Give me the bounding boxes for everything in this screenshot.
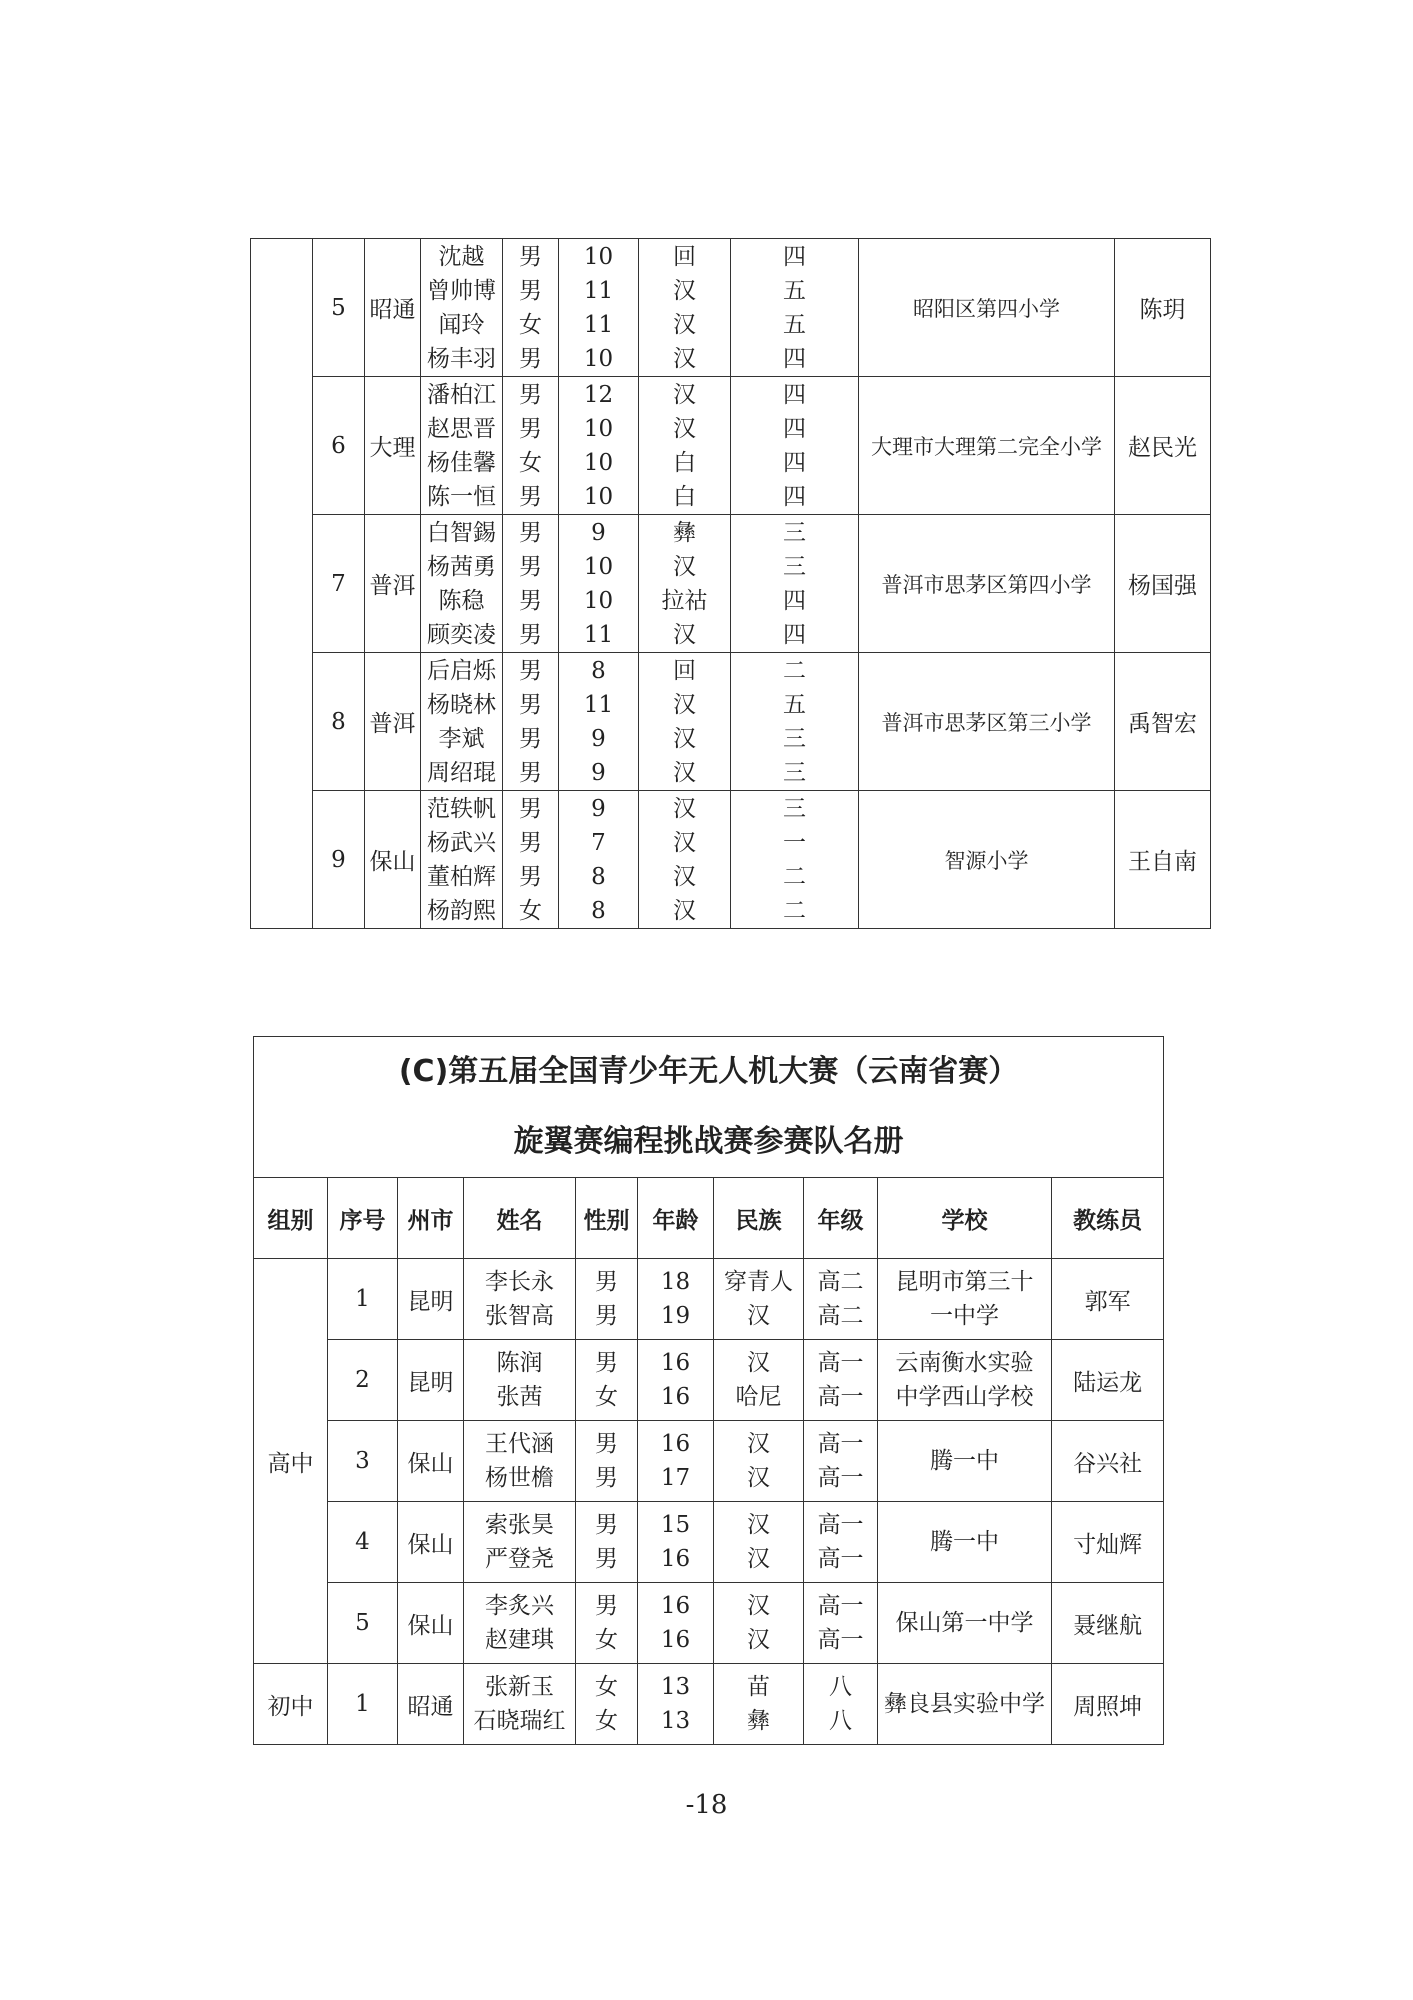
genders-cell — [576, 1259, 638, 1340]
table-row — [254, 1340, 1164, 1421]
ethnicities-cell-line: 汉 — [673, 621, 696, 648]
grades-cell-line: 四 — [783, 243, 806, 270]
ethnicities-cell-line: 汉 — [747, 1350, 770, 1376]
names-cell-line: 白智錫 — [427, 519, 496, 546]
genders-cell — [503, 791, 559, 929]
genders-cell — [576, 1583, 638, 1664]
ages-cell-line: 10 — [583, 345, 614, 372]
grades-cell-line: 三 — [783, 553, 806, 580]
names-cell — [464, 1502, 576, 1583]
ages-cell-line: 18 — [660, 1269, 691, 1295]
ethnicities-cell-line: 汉 — [673, 759, 696, 786]
school-cell — [878, 1664, 1052, 1745]
ethnicities-cell — [714, 1421, 804, 1502]
title-line-1: (C)第五届全国青少年无人机大赛（云南省赛） — [398, 1054, 1019, 1089]
ethnicities-cell-line: 回 — [673, 243, 696, 270]
genders-cell — [576, 1664, 638, 1745]
names-cell-line: 范轶帆 — [427, 795, 496, 822]
genders-cell-line: 男 — [595, 1593, 618, 1619]
ages-cell — [559, 653, 639, 791]
genders-cell-line: 男 — [519, 415, 542, 442]
ages-cell-line: 16 — [660, 1384, 691, 1410]
ages-cell-line: 9 — [591, 519, 606, 546]
names-cell-line: 石晓瑞红 — [473, 1708, 566, 1734]
team-number: 1 — [328, 1664, 398, 1745]
grades-cell-line: 高一 — [817, 1627, 864, 1653]
grades-cell-line: 四 — [783, 415, 806, 442]
ages-cell-line: 16 — [660, 1431, 691, 1457]
coach-cell: 聂继航 — [1052, 1583, 1164, 1664]
ages-cell — [638, 1583, 714, 1664]
ethnicities-cell — [714, 1502, 804, 1583]
ethnicities-cell-line: 白 — [673, 483, 696, 510]
region-cell: 保山 — [398, 1421, 464, 1502]
ages-cell-line: 8 — [591, 863, 606, 890]
ethnicities-cell-line: 汉 — [673, 415, 696, 442]
ethnicities-cell-line: 白 — [673, 449, 696, 476]
ages-cell-line: 13 — [660, 1708, 691, 1734]
grades-cell-line: 八 — [829, 1708, 852, 1734]
grades-cell-line: 四 — [783, 621, 806, 648]
school-cell: 智源小学 — [859, 791, 1115, 929]
table-title — [254, 1037, 1164, 1178]
names-cell-line: 索张昊 — [485, 1512, 554, 1538]
coach-cell: 赵民光 — [1115, 377, 1211, 515]
genders-cell-line: 男 — [595, 1546, 618, 1572]
team-number: 7 — [313, 515, 365, 653]
names-cell-line: 杨佳馨 — [427, 449, 496, 476]
grades-cell-line: 二 — [783, 863, 806, 890]
genders-cell — [503, 377, 559, 515]
ages-cell-line: 11 — [583, 277, 614, 304]
grades-cell — [804, 1502, 878, 1583]
group-cell — [251, 239, 313, 929]
genders-cell-line: 男 — [519, 725, 542, 752]
genders-cell — [576, 1340, 638, 1421]
ages-cell-line: 8 — [591, 897, 606, 924]
team-number: 3 — [328, 1421, 398, 1502]
ages-cell-line: 16 — [660, 1546, 691, 1572]
ethnicities-cell-line: 汉 — [747, 1465, 770, 1491]
genders-cell-line: 男 — [519, 483, 542, 510]
team-number: 9 — [313, 791, 365, 929]
names-cell-line: 杨茜勇 — [427, 553, 496, 580]
grades-cell-line: 高一 — [817, 1431, 864, 1457]
region-cell: 昭通 — [398, 1664, 464, 1745]
ages-cell-line: 8 — [591, 657, 606, 684]
group-middle-school: 初中 — [254, 1664, 328, 1745]
school-cell — [878, 1340, 1052, 1421]
ethnicities-cell-line: 汉 — [747, 1431, 770, 1457]
table-row — [251, 239, 1211, 377]
ages-cell-line: 17 — [660, 1465, 691, 1491]
ages-cell-line: 7 — [591, 829, 606, 856]
genders-cell-line: 男 — [519, 621, 542, 648]
names-cell-line: 张智高 — [485, 1303, 554, 1329]
column-header: 州市 — [398, 1178, 464, 1259]
grades-cell-line: 高二 — [817, 1269, 864, 1295]
coach-cell: 谷兴社 — [1052, 1421, 1164, 1502]
ethnicities-cell — [639, 791, 731, 929]
names-cell — [464, 1583, 576, 1664]
team-number: 2 — [328, 1340, 398, 1421]
ethnicities-cell-line: 哈尼 — [735, 1384, 782, 1410]
ages-cell-line: 16 — [660, 1627, 691, 1653]
grades-cell — [731, 377, 859, 515]
genders-cell — [503, 515, 559, 653]
ethnicities-cell — [639, 653, 731, 791]
region-cell: 保山 — [365, 791, 421, 929]
names-cell-line: 顾奕凌 — [427, 621, 496, 648]
grades-cell-line: 高一 — [817, 1465, 864, 1491]
names-cell-line: 赵思晋 — [427, 415, 496, 442]
ages-cell-line: 11 — [583, 621, 614, 648]
school-cell: 大理市大理第二完全小学 — [859, 377, 1115, 515]
grades-cell-line: 高一 — [817, 1546, 864, 1572]
grades-cell-line: 八 — [829, 1674, 852, 1700]
ages-cell-line: 9 — [591, 725, 606, 752]
grades-cell-line: 二 — [783, 657, 806, 684]
coach-cell: 禹智宏 — [1115, 653, 1211, 791]
school-cell: 普洱市思茅区第三小学 — [859, 653, 1115, 791]
ethnicities-cell-line: 汉 — [673, 725, 696, 752]
column-header: 年龄 — [638, 1178, 714, 1259]
names-cell-line: 潘柏江 — [427, 381, 496, 408]
table-row — [251, 791, 1211, 929]
ethnicities-cell-line: 彝 — [673, 519, 696, 546]
region-cell: 昆明 — [398, 1259, 464, 1340]
ages-cell — [638, 1259, 714, 1340]
school-cell-line: 彝良县实验中学 — [884, 1691, 1045, 1717]
names-cell-line: 严登尧 — [485, 1546, 554, 1572]
grades-cell-line: 三 — [783, 759, 806, 786]
genders-cell-line: 女 — [595, 1674, 618, 1700]
school-cell — [878, 1421, 1052, 1502]
genders-cell-line: 女 — [595, 1384, 618, 1410]
school-cell — [878, 1502, 1052, 1583]
ethnicities-cell-line: 汉 — [673, 691, 696, 718]
grades-cell — [804, 1664, 878, 1745]
school-cell: 普洱市思茅区第四小学 — [859, 515, 1115, 653]
region-cell: 大理 — [365, 377, 421, 515]
names-cell-line: 陈一恒 — [427, 483, 496, 510]
genders-cell-line: 男 — [519, 759, 542, 786]
column-header: 性别 — [576, 1178, 638, 1259]
names-cell — [464, 1340, 576, 1421]
grades-cell-line: 三 — [783, 795, 806, 822]
ages-cell-line: 10 — [583, 449, 614, 476]
region-cell: 昆明 — [398, 1340, 464, 1421]
ages-cell-line: 9 — [591, 795, 606, 822]
grades-cell — [804, 1583, 878, 1664]
genders-cell-line: 男 — [519, 243, 542, 270]
region-cell: 普洱 — [365, 653, 421, 791]
genders-cell — [503, 239, 559, 377]
table-row — [254, 1421, 1164, 1502]
grades-cell-line: 三 — [783, 725, 806, 752]
drone-roster-table — [253, 1036, 1164, 1745]
ages-cell — [559, 377, 639, 515]
grades-cell — [731, 515, 859, 653]
coach-cell: 周照坤 — [1052, 1664, 1164, 1745]
genders-cell-line: 女 — [519, 311, 542, 338]
ages-cell — [559, 239, 639, 377]
ages-cell-line: 10 — [583, 553, 614, 580]
region-cell: 普洱 — [365, 515, 421, 653]
grades-cell-line: 五 — [783, 277, 806, 304]
genders-cell-line: 女 — [519, 897, 542, 924]
page-number: -18 — [685, 1790, 728, 1820]
genders-cell-line: 男 — [595, 1465, 618, 1491]
ethnicities-cell-line: 彝 — [747, 1708, 770, 1734]
ethnicities-cell-line: 汉 — [673, 277, 696, 304]
names-cell-line: 曾帅博 — [427, 277, 496, 304]
names-cell-line: 陈稳 — [438, 587, 485, 614]
names-cell-line: 陈润 — [496, 1350, 543, 1376]
ages-cell-line: 16 — [660, 1350, 691, 1376]
names-cell — [421, 377, 503, 515]
names-cell-line: 沈越 — [438, 243, 485, 270]
grades-cell — [731, 239, 859, 377]
genders-cell-line: 男 — [595, 1431, 618, 1457]
names-cell-line: 周绍琨 — [427, 759, 496, 786]
column-header: 姓名 — [464, 1178, 576, 1259]
names-cell-line: 李斌 — [438, 725, 485, 752]
grades-cell-line: 四 — [783, 381, 806, 408]
title-line-2: 旋翼赛编程挑战赛参赛队名册 — [513, 1124, 904, 1159]
names-cell — [464, 1664, 576, 1745]
column-header: 学校 — [878, 1178, 1052, 1259]
names-cell — [464, 1421, 576, 1502]
ethnicities-cell-line: 汉 — [747, 1546, 770, 1572]
ages-cell-line: 19 — [660, 1303, 691, 1329]
school-cell — [878, 1583, 1052, 1664]
ethnicities-cell — [639, 515, 731, 653]
names-cell-line: 杨晓林 — [427, 691, 496, 718]
ethnicities-cell-line: 汉 — [673, 795, 696, 822]
school-cell-line: 中学西山学校 — [895, 1384, 1034, 1410]
grades-cell-line: 一 — [783, 829, 806, 856]
ages-cell-line: 10 — [583, 483, 614, 510]
top-roster-table — [250, 238, 1211, 929]
genders-cell-line: 男 — [519, 519, 542, 546]
ethnicities-cell-line: 汉 — [673, 863, 696, 890]
grades-cell-line: 高一 — [817, 1384, 864, 1410]
ages-cell-line: 10 — [583, 587, 614, 614]
ages-cell — [559, 515, 639, 653]
team-number: 4 — [328, 1502, 398, 1583]
coach-cell: 王自南 — [1115, 791, 1211, 929]
names-cell-line: 董柏辉 — [427, 863, 496, 890]
ages-cell-line: 11 — [583, 311, 614, 338]
genders-cell — [576, 1502, 638, 1583]
ethnicities-cell-line: 汉 — [673, 553, 696, 580]
table-row — [254, 1502, 1164, 1583]
ethnicities-cell-line: 汉 — [673, 381, 696, 408]
school-cell-line: 一中学 — [930, 1303, 999, 1329]
ages-cell-line: 16 — [660, 1593, 691, 1619]
region-cell: 保山 — [398, 1583, 464, 1664]
names-cell — [421, 791, 503, 929]
names-cell — [421, 653, 503, 791]
genders-cell-line: 男 — [519, 829, 542, 856]
grades-cell-line: 高一 — [817, 1350, 864, 1376]
grades-cell — [804, 1340, 878, 1421]
genders-cell — [576, 1421, 638, 1502]
genders-cell-line: 男 — [519, 863, 542, 890]
team-number: 5 — [328, 1583, 398, 1664]
ethnicities-cell-line: 汉 — [747, 1303, 770, 1329]
ethnicities-cell — [639, 377, 731, 515]
column-header: 年级 — [804, 1178, 878, 1259]
names-cell-line: 闻玲 — [438, 311, 485, 338]
column-header: 民族 — [714, 1178, 804, 1259]
grades-cell-line: 四 — [783, 345, 806, 372]
team-number: 5 — [313, 239, 365, 377]
coach-cell: 郭军 — [1052, 1259, 1164, 1340]
school-cell-line: 保山第一中学 — [895, 1610, 1034, 1636]
grades-cell — [804, 1421, 878, 1502]
table-row — [254, 1664, 1164, 1745]
grades-cell-line: 三 — [783, 519, 806, 546]
ages-cell-line: 10 — [583, 415, 614, 442]
genders-cell-line: 男 — [595, 1269, 618, 1295]
genders-cell-line: 男 — [595, 1303, 618, 1329]
ages-cell-line: 12 — [583, 381, 614, 408]
names-cell-line: 李长永 — [485, 1269, 554, 1295]
school-cell-line: 昆明市第三十 — [895, 1269, 1034, 1295]
ethnicities-cell — [714, 1259, 804, 1340]
team-number: 8 — [313, 653, 365, 791]
grades-cell-line: 高一 — [817, 1512, 864, 1538]
region-cell: 保山 — [398, 1502, 464, 1583]
names-cell-line: 李炙兴 — [485, 1593, 554, 1619]
grades-cell — [804, 1259, 878, 1340]
grades-cell-line: 高一 — [817, 1593, 864, 1619]
names-cell-line: 杨韵熙 — [427, 897, 496, 924]
ages-cell-line: 13 — [660, 1674, 691, 1700]
group-high-school: 高中 — [254, 1259, 328, 1664]
genders-cell-line: 男 — [519, 587, 542, 614]
genders-cell-line: 男 — [519, 795, 542, 822]
grades-cell-line: 五 — [783, 691, 806, 718]
names-cell — [421, 239, 503, 377]
ethnicities-cell-line: 汉 — [747, 1593, 770, 1619]
ages-cell-line: 11 — [583, 691, 614, 718]
names-cell — [464, 1259, 576, 1340]
genders-cell-line: 男 — [519, 345, 542, 372]
grades-cell-line: 四 — [783, 483, 806, 510]
ages-cell-line: 9 — [591, 759, 606, 786]
coach-cell: 陈玥 — [1115, 239, 1211, 377]
names-cell-line: 张新玉 — [485, 1674, 554, 1700]
school-cell-line: 腾一中 — [930, 1448, 999, 1474]
ages-cell — [559, 791, 639, 929]
table-row — [251, 653, 1211, 791]
ethnicities-cell — [639, 239, 731, 377]
names-cell — [421, 515, 503, 653]
names-cell-line: 杨丰羽 — [427, 345, 496, 372]
ethnicities-cell-line: 汉 — [673, 311, 696, 338]
ages-cell — [638, 1340, 714, 1421]
ethnicities-cell — [714, 1583, 804, 1664]
school-cell-line: 腾一中 — [930, 1529, 999, 1555]
genders-cell — [503, 653, 559, 791]
school-cell: 昭阳区第四小学 — [859, 239, 1115, 377]
ethnicities-cell-line: 拉祜 — [661, 587, 708, 614]
column-header: 组别 — [254, 1178, 328, 1259]
ethnicities-cell-line: 汉 — [747, 1512, 770, 1538]
ages-cell-line: 10 — [583, 243, 614, 270]
genders-cell-line: 男 — [519, 277, 542, 304]
coach-cell: 杨国强 — [1115, 515, 1211, 653]
table-row — [254, 1583, 1164, 1664]
table-row — [251, 515, 1211, 653]
team-number: 1 — [328, 1259, 398, 1340]
ethnicities-cell — [714, 1340, 804, 1421]
ages-cell — [638, 1421, 714, 1502]
ethnicities-cell-line: 汉 — [673, 345, 696, 372]
ages-cell — [638, 1664, 714, 1745]
names-cell-line: 张茜 — [496, 1384, 543, 1410]
ages-cell — [638, 1502, 714, 1583]
grades-cell-line: 二 — [783, 897, 806, 924]
names-cell-line: 后启烁 — [427, 657, 496, 684]
grades-cell — [731, 791, 859, 929]
genders-cell-line: 男 — [595, 1512, 618, 1538]
ethnicities-cell — [714, 1664, 804, 1745]
grades-cell-line: 四 — [783, 587, 806, 614]
names-cell-line: 王代涵 — [485, 1431, 554, 1457]
column-header: 序号 — [328, 1178, 398, 1259]
genders-cell-line: 女 — [595, 1627, 618, 1653]
region-cell: 昭通 — [365, 239, 421, 377]
genders-cell-line: 女 — [595, 1708, 618, 1734]
column-header: 教练员 — [1052, 1178, 1164, 1259]
ethnicities-cell-line: 苗 — [747, 1674, 770, 1700]
school-cell-line: 云南衡水实验 — [895, 1350, 1034, 1376]
table-row — [254, 1259, 1164, 1340]
genders-cell-line: 男 — [519, 553, 542, 580]
grades-cell-line: 四 — [783, 449, 806, 476]
genders-cell-line: 男 — [519, 381, 542, 408]
ages-cell-line: 15 — [660, 1512, 691, 1538]
genders-cell-line: 女 — [519, 449, 542, 476]
grades-cell-line: 高二 — [817, 1303, 864, 1329]
coach-cell: 陆运龙 — [1052, 1340, 1164, 1421]
names-cell-line: 赵建琪 — [485, 1627, 554, 1653]
grades-cell-line: 五 — [783, 311, 806, 338]
names-cell-line: 杨世檐 — [485, 1465, 554, 1491]
genders-cell-line: 男 — [595, 1350, 618, 1376]
genders-cell-line: 男 — [519, 691, 542, 718]
genders-cell-line: 男 — [519, 657, 542, 684]
ethnicities-cell-line: 汉 — [747, 1627, 770, 1653]
table-row — [251, 377, 1211, 515]
coach-cell: 寸灿辉 — [1052, 1502, 1164, 1583]
team-number: 6 — [313, 377, 365, 515]
ethnicities-cell-line: 汉 — [673, 829, 696, 856]
ethnicities-cell-line: 汉 — [673, 897, 696, 924]
ethnicities-cell-line: 穿青人 — [724, 1269, 793, 1295]
school-cell — [878, 1259, 1052, 1340]
grades-cell — [731, 653, 859, 791]
names-cell-line: 杨武兴 — [427, 829, 496, 856]
ethnicities-cell-line: 回 — [673, 657, 696, 684]
